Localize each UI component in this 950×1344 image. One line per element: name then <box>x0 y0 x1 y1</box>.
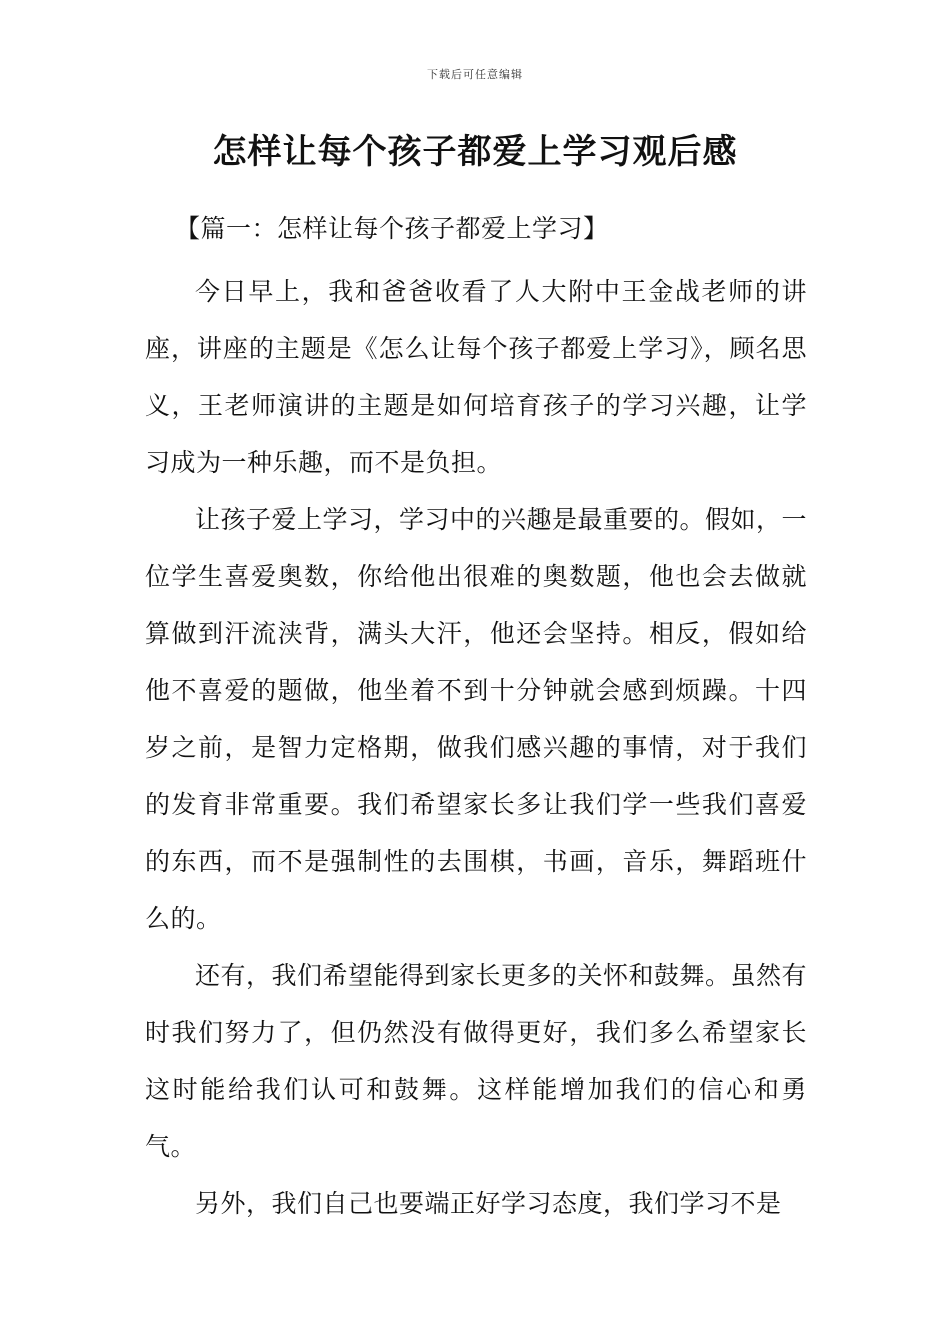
document-title: 怎样让每个孩子都爱上学习观后感 <box>212 132 738 172</box>
document-body <box>145 200 807 1232</box>
header-note: 下载后可任意编辑 <box>427 68 523 81</box>
paragraph: 另外，我们自己也要端正好学习态度，我们学习不是 <box>195 1189 782 1218</box>
paragraph: 让孩子爱上学习，学习中的兴趣是最重要的。假如，一位学生喜爱奥数，你给他出很难的奥数题，他也会去做就算做到汗流浃背，满头大汗，他还会坚持。相反，假如给他不喜爱的题做，他坐着不到十分钟就会感到烦躁。十四岁之前，是智力定格期，做我们感兴趣的事情，对于我们的发育非常重要。我们希望家长多让我们学一些我们喜爱的东西，而不是强制性的去围棋，书画，音乐，舞蹈班什么的。 <box>145 505 808 933</box>
section-heading: 【篇一：怎样让每个孩子都爱上学习】 <box>175 214 609 243</box>
paragraph: 还有，我们希望能得到家长更多的关怀和鼓舞。虽然有时我们努力了，但仍然没有做得更好，我们多么希望家长这时能给我们认可和鼓舞。这样能增加我们的信心和勇气。 <box>145 961 808 1161</box>
paragraph: 今日早上，我和爸爸收看了人大附中王金战老师的讲座，讲座的主题是《怎么让每个孩子都爱上学习》，顾名思义，王老师演讲的主题是如何培育孩子的学习兴趣，让学习成为一种乐趣，而不是负担。 <box>145 277 807 477</box>
